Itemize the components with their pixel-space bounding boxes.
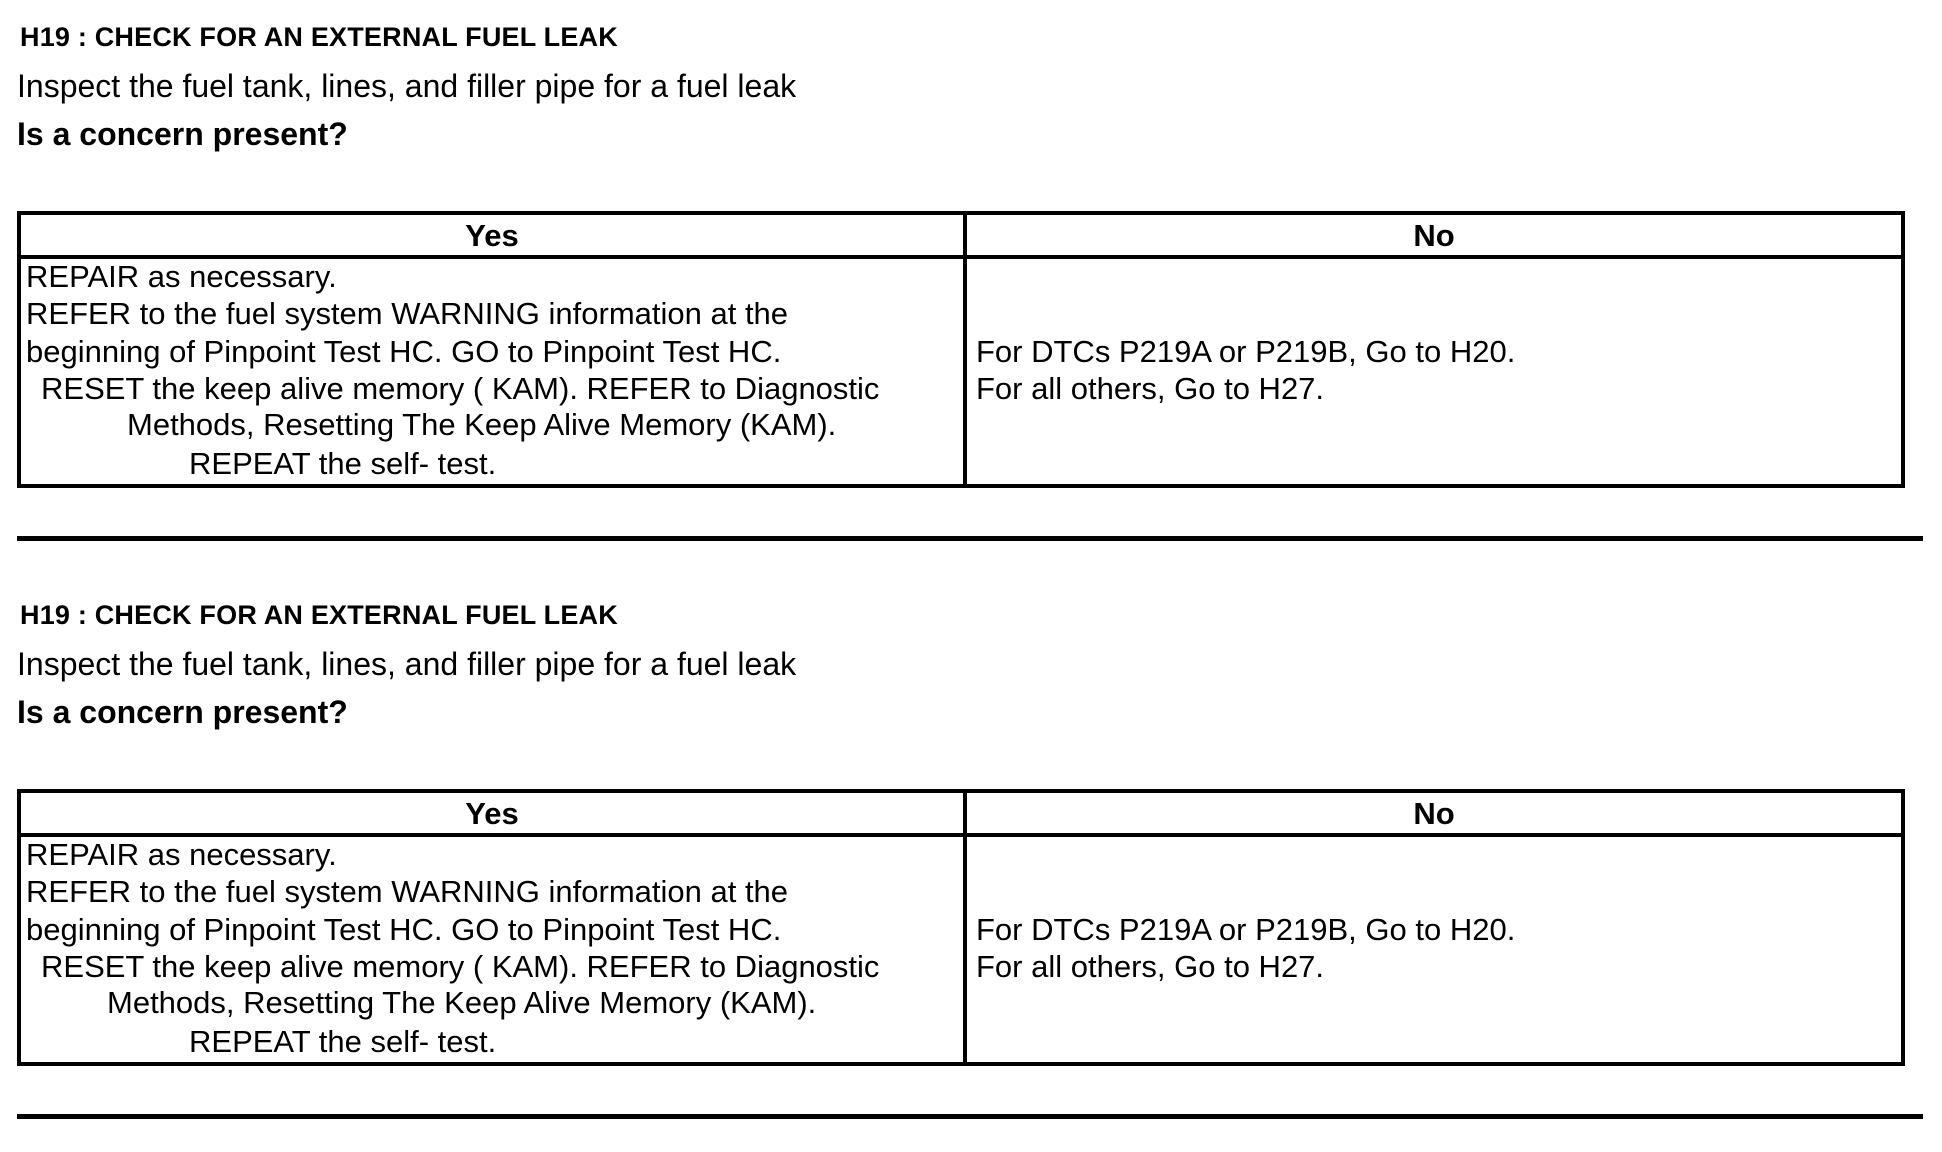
yes-column-header: Yes [465,796,519,831]
no-action-line: For DTCs P219A or P219B, Go to H20. [976,334,1516,369]
step-title: H19 : CHECK FOR AN EXTERNAL FUEL LEAK [20,22,618,52]
yes-column-header: Yes [465,218,519,253]
step-question: Is a concern present? [17,694,348,730]
diagnostic-step-h19 [0,0,1942,560]
yes-action-line: REPEAT the self- test. [189,1024,497,1059]
no-action-line: For DTCs P219A or P219B, Go to H20. [976,912,1516,947]
step-instruction: Inspect the fuel tank, lines, and filler pipe for a fuel leak [17,646,797,682]
step-instruction: Inspect the fuel tank, lines, and filler pipe for a fuel leak [17,68,797,104]
yes-no-table [17,211,1905,488]
yes-action-cell [21,259,963,484]
yes-action-line: REPEAT the self- test. [189,446,497,481]
step-question: Is a concern present? [17,116,348,152]
yes-action-line: beginning of Pinpoint Test HC. GO to Pinpoint Test HC. [26,912,782,947]
section-divider [17,536,1923,541]
section-divider [17,1114,1923,1119]
no-action-line: For all others, Go to H27. [976,949,1325,984]
step-title: H19 : CHECK FOR AN EXTERNAL FUEL LEAK [20,600,618,630]
no-column-header: No [1413,796,1455,831]
diagnostic-step-h19 [0,578,1942,1138]
no-action-cell [967,837,1901,1062]
yes-action-line: Methods, Resetting The Keep Alive Memory (KAM). [127,407,837,442]
yes-action-line: REFER to the fuel system WARNING information at the [26,296,789,331]
no-action-line: For all others, Go to H27. [976,371,1325,406]
yes-action-line: Methods, Resetting The Keep Alive Memory (KAM). [107,985,817,1020]
yes-action-line: beginning of Pinpoint Test HC. GO to Pinpoint Test HC. [26,334,782,369]
yes-action-line: RESET the keep alive memory ( KAM). REFER to Diagnostic [41,371,880,406]
no-column-header: No [1413,218,1455,253]
no-action-cell [967,259,1901,484]
yes-action-line: REPAIR as necessary. [26,837,337,872]
yes-action-cell [21,837,963,1062]
yes-action-line: REFER to the fuel system WARNING information at the [26,874,789,909]
yes-action-line: REPAIR as necessary. [26,259,337,294]
yes-action-line: RESET the keep alive memory ( KAM). REFER to Diagnostic [41,949,880,984]
yes-no-table [17,789,1905,1066]
